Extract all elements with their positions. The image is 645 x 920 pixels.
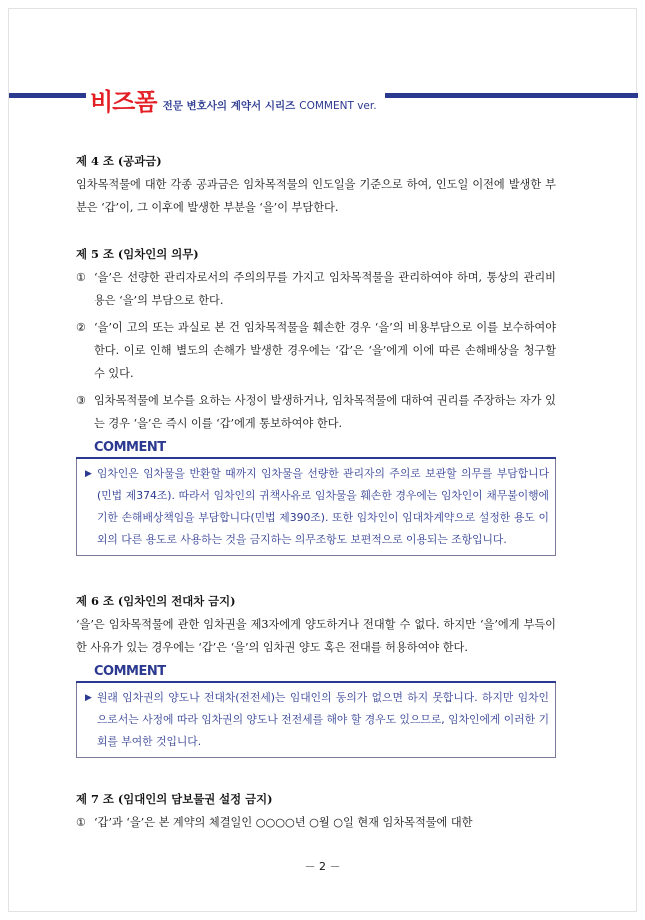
item-number: ③ — [76, 394, 87, 407]
comment-title: COMMENT — [76, 663, 556, 683]
brand-block — [86, 82, 385, 116]
header-banner — [9, 9, 638, 119]
item-text: ‘을’이 고의 또는 과실로 본 건 임차목적물을 훼손한 경우 ‘을’의 비용부담으로 이를 보수하여야 한다. 이로 인해 별도의 손해가 발생한 경우에는 ‘갑’은 ‘을’에게 이에 따른 손해배상을 청구할 수 있다. — [94, 321, 556, 380]
brand-logo: 비즈폼 — [90, 88, 157, 116]
article-5-item-3 — [76, 389, 556, 435]
version-label: COMMENT ver. — [299, 100, 377, 112]
item-number: ② — [76, 321, 87, 334]
page-number: － 2 － — [304, 860, 341, 873]
item-number: ① — [76, 816, 87, 829]
triangle-bullet-icon: ▶ — [85, 693, 92, 703]
item-text: ‘갑’과 ‘을’은 본 계약의 체결일인 ○○○○년 ○월 ○일 현재 임차목적물에 대한 — [94, 816, 473, 829]
item-text: 임차목적물에 보수를 요하는 사정이 발생하거나, 임차목적물에 대하여 권리를 주장하는 자가 있는 경우 ‘을’은 즉시 이를 ‘갑’에게 통보하여야 한다. — [94, 394, 556, 430]
item-number: ① — [76, 271, 87, 284]
article-5-heading: 제 5 조 (임차인의 의무) — [76, 247, 199, 261]
document-body — [76, 150, 556, 838]
comment-text: 임차인은 임차물을 반환할 때까지 임차물을 선량한 관리자의 주의로 보관할 의무를 부담합니다(민법 제374조). 따라서 임차인의 귀책사유로 임차물을 훼손한 경우에는 임차인이 채무불이행에 기한 손해배상책임을 부담합니다(민법 제390조). 또한 임차인이 임대차계약으로 설정한 용도 이외의 다른 용도로 사용하는 것을 금지하는 의무조항도 보편적으로 이용되는 조항입니다. — [97, 467, 549, 546]
article-4-heading: 제 4 조 (공과금) — [76, 154, 162, 168]
series-title: 전문 변호사의 계약서 시리즈 — [162, 100, 296, 112]
item-text: ‘을’은 선량한 관리자로서의 주의의무를 가지고 임차목적물을 관리하여야 하며, 통상의 관리비용은 ‘을’의 부담으로 한다. — [94, 271, 556, 307]
triangle-bullet-icon: ▶ — [85, 469, 92, 479]
comment-text: 원래 임차권의 양도나 전대차(전전세)는 임대인의 동의가 없으면 하지 못합니다. 하지만 임차인으로서는 사정에 따라 임차권의 양도나 전전세를 해야 할 경우도 있으므로, 임차인에게 이러한 기회를 부여한 것입니다. — [97, 691, 549, 748]
comment-box — [76, 683, 556, 758]
article-7-heading: 제 7 조 (임대인의 담보물권 설정 금지) — [76, 792, 273, 806]
article-5-item-1 — [76, 266, 556, 312]
article-6-heading: 제 6 조 (임차인의 전대차 금지) — [76, 594, 236, 608]
article-6-comment — [76, 663, 556, 758]
article-5-comment — [76, 439, 556, 556]
comment-box — [76, 459, 556, 556]
article-7-item-1 — [76, 811, 556, 834]
article-6-body: ‘을’은 임차목적물에 관한 임차권을 제3자에게 양도하거나 전대할 수 없다. 하지만 ‘을’에게 부득이한 사유가 있는 경우에는 ‘갑’은 ‘을’의 임차권 양도 혹은 전대를 허용하여야 한다. — [76, 618, 556, 654]
article-4-body: 임차목적물에 대한 각종 공과금은 임차목적물의 인도일을 기준으로 하여, 인도일 이전에 발생한 부분은 ‘갑’이, 그 이후에 발생한 부분을 ‘을’이 부담한다. — [76, 178, 556, 214]
article-5-item-2 — [76, 316, 556, 385]
comment-title: COMMENT — [76, 439, 556, 459]
